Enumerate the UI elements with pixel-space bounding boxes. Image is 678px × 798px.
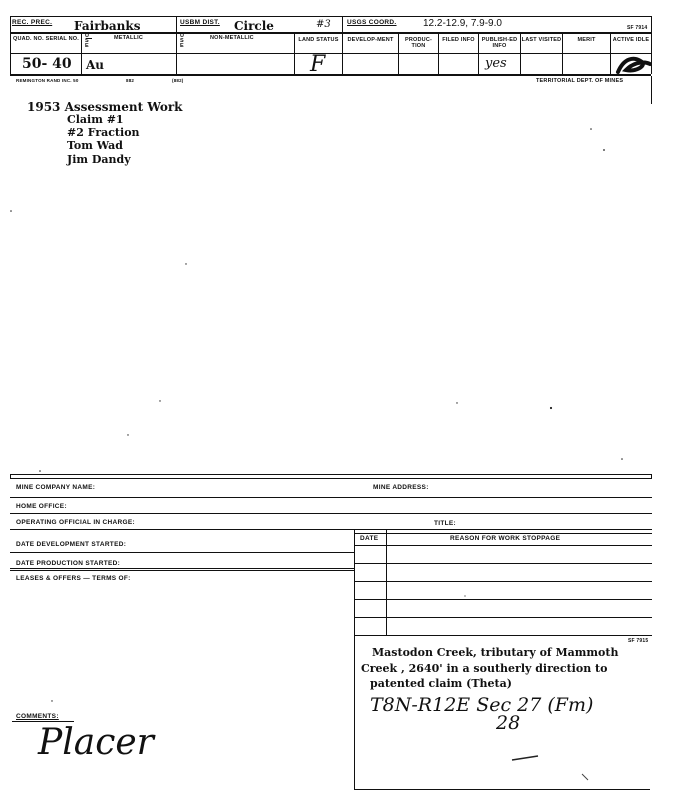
printer-code-b: (882) <box>172 78 184 83</box>
home-office-label: HOME OFFICE: <box>16 503 67 510</box>
assessment-line: 1953 Assessment Work <box>27 100 183 114</box>
claim-line-1: Claim #1 <box>67 113 124 126</box>
printer-text: REMINGTON RAND INC. 50 <box>16 78 79 83</box>
legal-description: T8N-R12E Sec 27 (Fm) <box>370 694 594 716</box>
usbm-dist-value: Circle <box>234 19 274 33</box>
last-visited-label: LAST VISITED <box>521 37 562 43</box>
date-prod-started-label: DATE PRODUCTION STARTED: <box>16 560 121 567</box>
metallic-label: METALLIC <box>114 35 143 41</box>
rec-prec-value: Fairbanks <box>74 19 141 33</box>
title-label: TITLE: <box>434 520 457 527</box>
usgs-coord-value: 12.2-12.9, 7.9-9.0 <box>423 18 502 29</box>
quad-serial-label: QUAD. NO. SERIAL NO. <box>13 36 79 42</box>
filed-info-label: FILED INFO <box>442 37 475 43</box>
use-label-metallic: U S E <box>85 33 90 49</box>
comments-value: Placer <box>38 722 154 763</box>
pencil-mark <box>510 752 590 782</box>
location-line-2: Creek , 2640' in a southerly direction to <box>361 662 608 675</box>
form-number-2: SF 7915 <box>628 638 649 644</box>
operating-official-label: OPERATING OFFICIAL IN CHARGE: <box>16 519 135 526</box>
production-label: PRODUC-TION <box>404 37 433 49</box>
date-label: DATE <box>360 535 379 542</box>
land-status-value: F <box>310 52 326 77</box>
printer-code-a: 882 <box>126 78 135 83</box>
date-dev-started-label: DATE DEVELOPMENT STARTED: <box>16 541 127 548</box>
location-line-3: patented claim (Theta) <box>370 677 512 690</box>
published-info-value: yes <box>485 56 507 71</box>
rec-prec-label: REC. PREC. <box>12 19 53 26</box>
location-line-1: Mastodon Creek, tributary of Mammoth <box>372 646 619 659</box>
mine-company-label: MINE COMPANY NAME: <box>16 484 96 491</box>
claim-line-4: Jim Dandy <box>67 153 131 166</box>
development-label: DEVELOP-MENT <box>347 37 394 43</box>
non-metallic-label: NON-METALLIC <box>210 35 254 41</box>
usgs-coord-label: USGS COORD. <box>347 19 397 26</box>
usbm-dist-mark: #3 <box>316 19 331 30</box>
leases-label: LEASES & OFFERS — TERMS OF: <box>16 575 131 582</box>
quad-serial-value: 50- 40 <box>22 56 72 72</box>
land-status-label: LAND STATUS <box>298 37 339 43</box>
metallic-value: Au <box>86 58 105 72</box>
claim-line-3: Tom Wad <box>67 139 123 152</box>
comments-label: COMMENTS: <box>16 713 59 720</box>
reason-label: REASON FOR WORK STOPPAGE <box>450 535 561 542</box>
agency-label: TERRITORIAL DEPT. OF MINES <box>536 78 624 84</box>
usbm-dist-label: USBM DIST. <box>180 19 220 26</box>
active-idle-label: ACTIVE IDLE <box>612 37 650 43</box>
merit-label: MERIT <box>577 37 596 43</box>
legal-description-2: 28 <box>496 712 521 734</box>
published-info-label: PUBLISH-ED INFO <box>481 37 518 49</box>
claim-line-2: #2 Fraction <box>67 126 140 139</box>
mine-address-label: MINE ADDRESS: <box>373 484 429 491</box>
use-label-nonmetallic: U S E <box>180 33 185 49</box>
form-number: SF 7914 <box>627 25 648 31</box>
